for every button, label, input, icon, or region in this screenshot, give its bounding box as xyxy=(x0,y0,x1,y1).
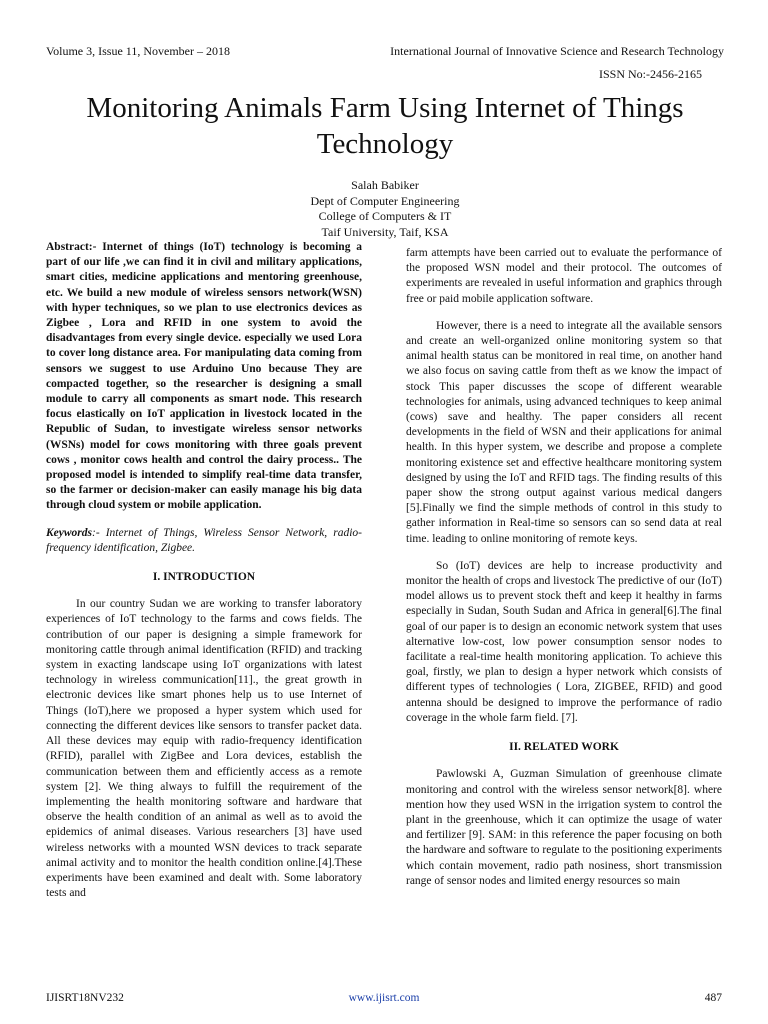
page-number: 487 xyxy=(704,992,722,1004)
left-column xyxy=(46,240,362,901)
right-column xyxy=(406,246,722,889)
issn: ISSN No:-2456-2165 xyxy=(598,67,702,81)
paragraph: So (IoT) devices are help to increase productivity and monitor the health of crops and livestock The predictive of our (IoT) model allows us to prevent stock theft and keep it healthy in farms especially in Sudan, South Sudan and Africa in general[6].The final goal of our paper is to design an economic network system that uses alternative low-cost, low power consumption sensor nodes to facilitate a real-time health monitoring application. To achieve this goal, firstly, we plan to design a hyper network which consists of different types of technologies ( Lora, ZIGBEE, RFID) and good antenna should be designed to improve the performance of radio coverage in the whole farm field. [7]. xyxy=(406,559,722,724)
keywords xyxy=(46,526,362,556)
journal-volume: Volume 3, Issue 11, November – 2018 xyxy=(46,44,230,58)
paragraph: However, there is a need to integrate all the available sensors and create an well-organized online monitoring system so that animal health status can be monitored in real time, on another hand we also focus on saving cattle from theft as we know the impact of stock This paper discusses the scope of different wearable technologies for animals, using advanced techniques to keep animal (cows) save and healthy. The paper considers all recent developments in the field of WSN and their applications for animal health. In this hyper system, we describe and propose a complete monitoring existence set and effective healthcare monitoring system designed by using the IoT and RFID tags. The finding results of this paper show the strong output against various medical dangers [5].Finally we find the simple methods of control in this study to gather information in Real-time so sensors can so send data at real time. leading to online monitoring of remote keys. xyxy=(406,319,722,545)
author-dept: Dept of Computer Engineering xyxy=(310,193,460,208)
section-heading-related-work: II. RELATED WORK xyxy=(509,741,619,754)
keywords-label: Keywords xyxy=(46,526,92,539)
intro-paragraph: In our country Sudan we are working to transfer laboratory experiences of IoT technology to the farms and cows fields. The contribution of our paper is designing a simple framework for monitoring cattle through animal identification (RFID) and tracking system in exacting landscape using IoT organizations with latest technology in wireless communication[11]., the great growth in electronic devices like smart phones help us to use Internet of Things (IoT),here we proposed a hyper system which used for connecting the different devices like sensors to transfer packet data. All these devices may equip with radio-frequency identification (RFID), parallel with ZigBee and Lora devices, establish the communication between them and efficiently access as a remote system [2]. We thing always to fulfill the requirement of the implementing the health monitoring software and hardware that observe the health condition of an animal as well as to avoid the epidemics of animal diseases. Various researchers [3] have used wireless networks with a mounted WSN devices to track separate animal activity and to monitor the health condition online.[4].These experiments have been examined and dealt with. Some laboratory tests and xyxy=(46,598,362,900)
journal-url-link[interactable]: www.ijisrt.com xyxy=(348,992,420,1004)
author-name: Salah Babiker xyxy=(351,178,419,192)
related-paragraph: Pawlowski A, Guzman Simulation of greenhouse climate monitoring and control with the wireless sensor network[8]. where mention how they used WSN in the irrigation system to control the plant in the greenhouse, which it can optimize the usage of water and fertilizer [9]. SAM: in this reference the paper focusing on both the hardware and software to regulate to the positioning experiments which contain movement, radio path nosiness, short transmission range of sensor nodes and limited energy resources so main xyxy=(406,768,722,887)
journal-name: International Journal of Innovative Science and Research Technology xyxy=(390,44,724,58)
abstract: Abstract:- Internet of things (IoT) technology is becoming a part of our life ,we can find it in civil and military applications, smart cities, medicine applications and mentoring greenhouse, etc. We build a new module of wireless sensors network(WSN) with hyper techniques, so we plan to use electronics devices as Zigbee , Lora and RFID in one system to avoid the disadvantages from every single device. especially we used Lora to cover long distance area. For manipulating data coming from sensors we suggest to use Arduino Uno because They are compacted together, so the researcher is designing a small module to carry all components as smart node. This research focus elastically on IoT application in livestock located in the Republic of Sudan, to investigate wireless sensor networks (WSNs) model for cows monitoring with three goals prevent cows , monitor cows health and control the dairy process.. The proposed model is intended to simplify real-time data transfer, so the farmer or decision-maker can easily manage his big data through cloud system or mobile application. xyxy=(46,241,362,512)
section-heading-introduction: I. INTRODUCTION xyxy=(152,571,256,584)
author-block xyxy=(40,178,730,240)
paper-title: Monitoring Animals Farm Using Internet of Things Technology xyxy=(86,92,684,160)
keywords-text: :- Internet of Things, Wireless Sensor Network, radio-frequency identification, Zigbee. xyxy=(46,526,362,554)
author-university: Taif University, Taif, KSA xyxy=(321,224,449,239)
author-college: College of Computers & IT xyxy=(318,209,452,223)
paper-code: IJISRT18NV232 xyxy=(46,992,124,1004)
paragraph-continued: farm attempts have been carried out to evaluate the performance of the proposed WSN model and their protocol. The outcomes of experiments are revealed in useful information and graphics through free or paid mobile application software. xyxy=(406,247,722,305)
